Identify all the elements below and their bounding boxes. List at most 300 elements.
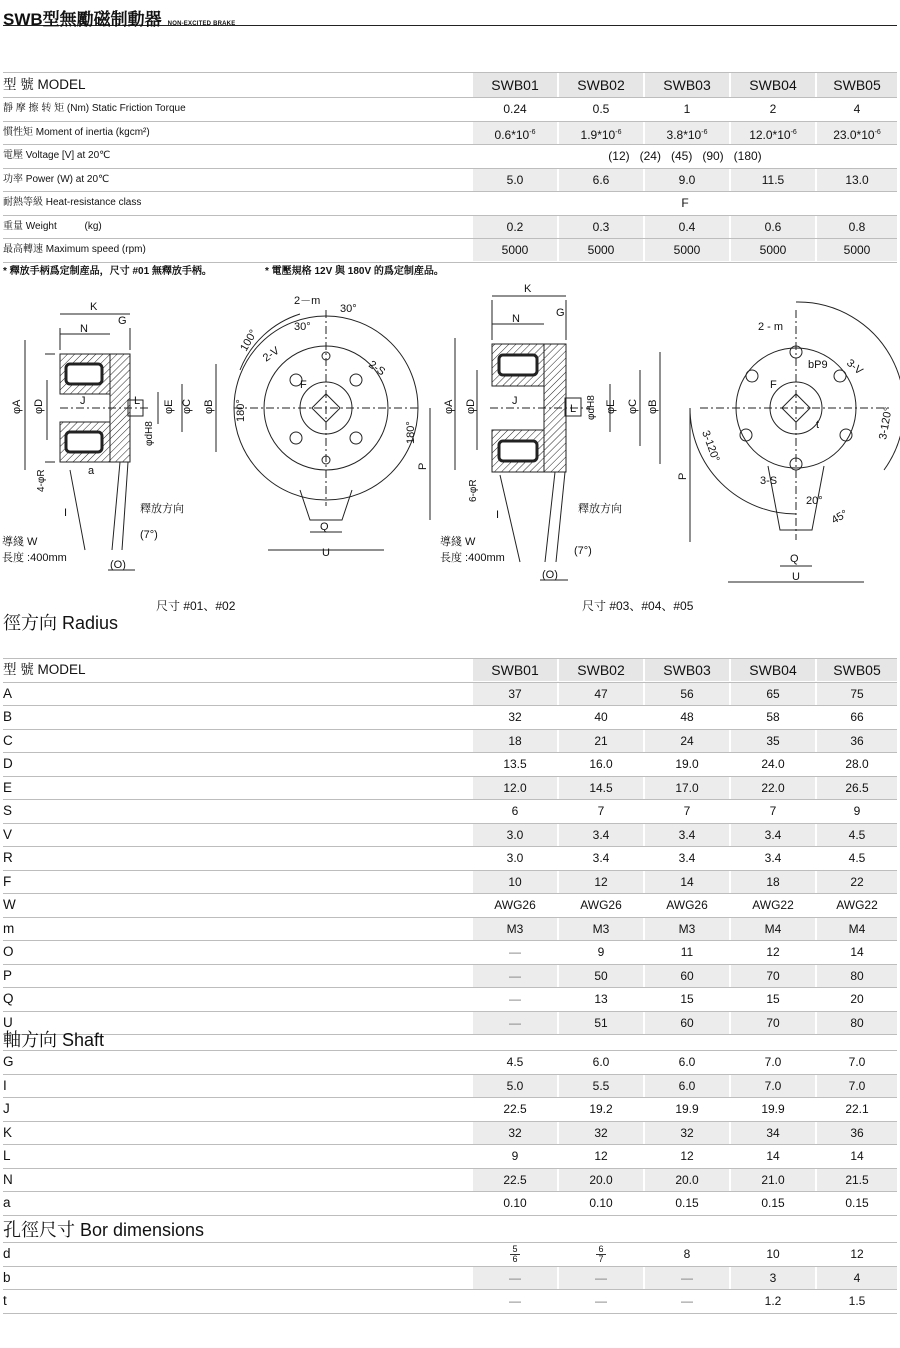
table-cell: 14 (645, 871, 729, 893)
table-row (3, 1122, 897, 1146)
label-N: N (80, 323, 88, 335)
table-cell: 4 (817, 1267, 897, 1289)
row-label: C (3, 732, 13, 748)
table-cell: 35 (731, 730, 815, 752)
table-cell: 5.0 (473, 1075, 557, 1097)
table-cell: 60 (645, 965, 729, 987)
spec-label: 靜 摩 擦 转 矩 (Nm) Static Friction Torque (3, 103, 186, 114)
note-release-handle: * 釋放手柄爲定制産品，尺寸 #01 無釋放手柄。 (3, 266, 212, 277)
table-cell: 12 (594, 1149, 608, 1163)
table-row (3, 1169, 897, 1193)
table-cell: 3.4 (731, 824, 815, 846)
table-cell: — (473, 965, 557, 987)
table-cell: 15 (766, 992, 780, 1006)
table-cell: 6.0 (592, 1055, 610, 1069)
label-phidH8: φdH8 (144, 421, 155, 446)
table-cell: 80 (817, 965, 897, 987)
spec-row-voltage (3, 145, 897, 169)
bore-d-value: $\frac{6}{7}$ (598, 1244, 604, 1265)
spec-value: 0.5 (592, 102, 610, 116)
table-row (3, 800, 897, 824)
spec-value: 0.4 (645, 216, 729, 238)
bore-d-value: $\frac{5}{6}$ (512, 1244, 518, 1265)
spec-value: $23.0*10^{-6}$ (817, 122, 897, 144)
row-label: A (3, 685, 13, 701)
table-cell: 21 (559, 730, 643, 752)
table-cell: 9 (853, 804, 861, 818)
table-cell: — (473, 1267, 557, 1289)
spec-value: 13.0 (817, 169, 897, 191)
bore-d-value: 8 (683, 1247, 691, 1261)
label-t: t (816, 419, 820, 431)
table-cell: 32 (645, 1122, 729, 1144)
table-cell: 0.10 (589, 1196, 613, 1210)
table-cell: AWG26 (494, 898, 536, 912)
table-row (3, 871, 897, 895)
label-length-2: 長度 :400mm (440, 552, 505, 564)
table-cell: 24 (645, 730, 729, 752)
table-cell: — (559, 1267, 643, 1289)
model-name: SWB02 (559, 73, 643, 97)
table-cell: 9 (597, 945, 605, 959)
model-name: SWB05 (817, 73, 897, 97)
spec-value: 0.6 (731, 216, 815, 238)
table-cell: 20.0 (559, 1169, 643, 1191)
table-cell: 20 (850, 992, 864, 1006)
spec-row-power (3, 169, 897, 193)
table-cell: 3.4 (764, 851, 782, 865)
note-voltage: * 電壓規格 12V 與 180V 的爲定制産品。 (265, 266, 444, 277)
label-45: 45° (829, 507, 850, 527)
voltage-values: (12) (24) (45) (90) (180) (608, 149, 762, 163)
label-100: 100° (238, 327, 260, 354)
table-row (3, 1145, 897, 1169)
label-G: G (118, 315, 127, 327)
model-name: SWB03 (645, 659, 729, 681)
table-cell: 40 (594, 710, 608, 724)
table-cell: 12 (680, 1149, 694, 1163)
label-phiE-2: φE (605, 399, 617, 414)
table-cell: 56 (645, 683, 729, 705)
table-cell: 1.2 (764, 1294, 782, 1308)
table-cell: 22.5 (473, 1169, 557, 1191)
page-header (3, 5, 897, 29)
spec-row-heat-class (3, 192, 897, 216)
table-cell: 32 (559, 1122, 643, 1144)
label-angle7-2: (7°) (574, 545, 592, 557)
spec-value: 0.3 (559, 216, 643, 238)
table-cell: 10 (473, 871, 557, 893)
row-label: N (3, 1171, 13, 1187)
table-row (3, 988, 897, 1012)
spec-label: 慣性矩 Moment of inertia (kgcm²) (3, 126, 150, 138)
table-cell: 13.5 (503, 757, 527, 771)
table-cell: 12.0 (473, 777, 557, 799)
label-length: 長度 :400mm (2, 552, 67, 564)
table-row (3, 683, 897, 707)
table-cell: 3.4 (592, 851, 610, 865)
row-label: K (3, 1124, 13, 1140)
row-label: D (3, 756, 13, 771)
table-cell: 51 (559, 1012, 643, 1034)
table-cell: 0.15 (675, 1196, 699, 1210)
table-cell: 47 (559, 683, 643, 705)
model-name: SWB04 (731, 73, 815, 97)
label-angle7: (7°) (140, 529, 158, 541)
table-row (3, 824, 897, 848)
label-J: J (80, 395, 86, 407)
label-3-120-right: 3-120° (877, 406, 895, 441)
spec-value: $3.8*10^{-6}$ (645, 122, 729, 144)
table-cell: 22.5 (503, 1102, 527, 1116)
row-label: b (3, 1269, 11, 1285)
table-row (3, 1192, 897, 1216)
radius-header-row (3, 658, 897, 683)
label-G-2: G (556, 307, 565, 319)
front-view-large (690, 302, 900, 582)
spec-value: 5000 (473, 239, 557, 261)
spec-value: 11.5 (731, 169, 815, 191)
table-cell: 4.5 (848, 851, 866, 865)
label-phiC: φC (181, 398, 193, 414)
table-cell: — (595, 1294, 607, 1308)
row-label: E (3, 779, 13, 795)
spec-row-weight (3, 216, 897, 240)
label-F-2: F (770, 379, 777, 391)
label-I-2: I (496, 509, 500, 521)
table-cell: 14.5 (559, 777, 643, 799)
spec-label: 功率 Power (W) at 20℃ (3, 173, 110, 185)
label-phiA: φA (11, 399, 23, 414)
model-name: SWB03 (645, 73, 729, 97)
table-cell: 13 (594, 992, 608, 1006)
table-cell: 3.4 (678, 851, 696, 865)
label-phiD: φD (33, 398, 45, 414)
label-J-2: J (512, 395, 518, 407)
table-row (3, 1098, 897, 1122)
table-cell: 37 (473, 683, 557, 705)
spec-value: 1 (683, 102, 691, 116)
table-cell: 16.0 (589, 757, 613, 771)
model-label: 型 號 MODEL (3, 662, 86, 677)
table-cell: 7 (597, 804, 605, 818)
table-cell: 1.5 (848, 1294, 866, 1308)
row-label: t (3, 1293, 7, 1308)
caption-size-large: 尺寸 #03、#04、#05 (582, 599, 694, 613)
row-label: W (3, 897, 16, 912)
spec-value: 0.2 (473, 216, 557, 238)
heat-class-value: F (681, 196, 689, 210)
bore-d-value: 12 (850, 1247, 864, 1261)
table-cell: 0.15 (845, 1196, 869, 1210)
spec-value: $1.9*10^{-6}$ (559, 122, 643, 144)
table-row (3, 730, 897, 754)
row-label: L (3, 1148, 11, 1163)
side-view-small (25, 314, 216, 570)
table-cell: AWG26 (580, 898, 622, 912)
spec-value: $0.6*10^{-6}$ (473, 122, 557, 144)
spec-value: 5000 (817, 239, 897, 261)
spec-label: 最高轉速 Maximum speed (rpm) (3, 244, 146, 255)
table-cell: 65 (731, 683, 815, 705)
table-cell: 7 (769, 804, 777, 818)
table-cell: 9 (511, 1149, 519, 1163)
table-cell: 28.0 (845, 757, 869, 771)
label-30-top: 30° (340, 303, 357, 315)
table-cell: M4 (731, 918, 815, 940)
label-F: F (300, 379, 307, 391)
table-row (3, 706, 897, 730)
label-K: K (90, 301, 98, 313)
spec-value: 4 (853, 102, 861, 116)
label-K-2: K (524, 283, 532, 295)
table-row (3, 1290, 897, 1314)
table-cell: 24.0 (761, 757, 785, 771)
spec-value: 5000 (645, 239, 729, 261)
table-cell: 22.0 (731, 777, 815, 799)
table-cell: 6 (511, 804, 519, 818)
bore-table (3, 1242, 897, 1314)
table-cell: 32 (473, 1122, 557, 1144)
page-subtitle: NON-EXCITED BRAKE (167, 21, 236, 27)
spec-value: 5.0 (473, 169, 557, 191)
table-cell: 21.0 (731, 1169, 815, 1191)
label-3-120-left: 3-120° (699, 428, 722, 464)
table-cell: 34 (731, 1122, 815, 1144)
radius-table (3, 658, 897, 1035)
spec-row-inertia (3, 122, 897, 146)
model-name: SWB01 (473, 73, 557, 97)
front-view-small (234, 310, 430, 550)
table-row (3, 1012, 897, 1036)
label-Q-2: Q (790, 553, 799, 565)
label-180-left: 180° (235, 399, 247, 422)
label-R4: 4-φR (36, 469, 47, 492)
table-cell: 15 (680, 992, 694, 1006)
table-cell: 18 (731, 871, 815, 893)
model-label: 型 號 MODEL (3, 77, 86, 92)
table-cell: 22.1 (845, 1102, 869, 1116)
table-cell: 14 (766, 1149, 780, 1163)
label-I: I (64, 507, 68, 519)
label-phidH8-2: φdH8 (586, 395, 597, 420)
table-cell: 3.0 (473, 824, 557, 846)
table-cell: 19.2 (589, 1102, 613, 1116)
label-N-2: N (512, 313, 520, 325)
table-cell: M3 (473, 918, 557, 940)
technical-drawing (0, 280, 900, 615)
row-label: U (3, 1014, 13, 1030)
table-cell: AWG22 (836, 898, 878, 912)
table-cell: 26.5 (817, 777, 897, 799)
table-cell: 12 (766, 945, 780, 959)
model-name: SWB01 (473, 659, 557, 681)
table-cell: 80 (817, 1012, 897, 1034)
table-cell: M3 (559, 918, 643, 940)
label-bP9: bP9 (808, 359, 828, 371)
label-R6: 6-φR (468, 479, 479, 502)
row-label: G (3, 1054, 14, 1069)
spec-table (3, 72, 897, 263)
table-cell: 36 (817, 730, 897, 752)
row-label: Q (3, 991, 14, 1006)
spec-value: 6.6 (559, 169, 643, 191)
table-row (3, 753, 897, 777)
shaft-table (3, 1050, 897, 1216)
row-label: P (3, 967, 13, 983)
label-2m-2: 2 - m (758, 321, 784, 333)
table-row (3, 777, 897, 801)
table-cell: 17.0 (645, 777, 729, 799)
table-row (3, 847, 897, 871)
label-30-inner: 30° (294, 321, 311, 333)
table-cell: M3 (645, 918, 729, 940)
table-row (3, 1267, 897, 1291)
table-cell: — (509, 945, 521, 959)
table-cell: 7 (683, 804, 691, 818)
table-cell: 11 (680, 945, 694, 959)
table-cell: 70 (731, 965, 815, 987)
label-Q: Q (320, 521, 329, 533)
table-cell: 70 (731, 1012, 815, 1034)
label-U: U (322, 547, 330, 559)
row-label: F (3, 873, 12, 889)
table-cell: — (645, 1267, 729, 1289)
label-L: L (134, 395, 141, 407)
spec-label: 電壓 Voltage [V] at 20℃ (3, 150, 111, 161)
table-cell: AWG22 (752, 898, 794, 912)
spec-value: 5000 (731, 239, 815, 261)
label-20: 20° (806, 495, 823, 507)
row-label: J (3, 1101, 10, 1116)
section-title-radius: 徑方向 Radius (3, 613, 119, 633)
spec-label: 耐熱等級 Heat-resistance class (3, 197, 142, 208)
bore-d-value: 10 (766, 1247, 780, 1261)
table-cell: 19.9 (675, 1102, 699, 1116)
table-row (3, 918, 897, 942)
table-cell: 3 (731, 1267, 815, 1289)
model-name: SWB05 (817, 659, 897, 681)
label-O: (O) (110, 559, 126, 571)
label-3S: 3-S (760, 475, 778, 487)
label-wire-2: 導綫 W (440, 536, 476, 548)
table-cell: 21.5 (817, 1169, 897, 1191)
row-label: I (3, 1077, 7, 1093)
table-cell: 32 (508, 710, 522, 724)
side-view-large (455, 296, 660, 580)
table-cell: — (509, 1294, 521, 1308)
table-row (3, 1050, 897, 1075)
model-name: SWB04 (731, 659, 815, 681)
row-label: R (3, 850, 13, 865)
table-cell: 3.0 (506, 851, 524, 865)
table-cell: 7.0 (848, 1055, 866, 1069)
table-cell: AWG26 (666, 898, 708, 912)
table-cell: 0.15 (761, 1196, 785, 1210)
section-title-bore: 孔徑尺寸 Bor dimensions (3, 1220, 205, 1240)
label-release: 釋放方向 (140, 503, 184, 515)
table-cell: 5.5 (559, 1075, 643, 1097)
table-cell: 7.0 (731, 1075, 815, 1097)
table-cell: 3.4 (559, 824, 643, 846)
caption-size-small: 尺寸 #01、#02 (156, 599, 236, 613)
label-L-2: L (570, 403, 577, 415)
table-cell: 4.5 (817, 824, 897, 846)
label-phiB: φB (203, 399, 215, 414)
row-label: S (3, 803, 13, 818)
spec-label: 重量 Weight (kg) (3, 220, 102, 232)
row-label: O (3, 944, 14, 959)
spec-header-row (3, 72, 897, 98)
spec-value: 0.24 (503, 102, 527, 116)
spec-value: $12.0*10^{-6}$ (731, 122, 815, 144)
table-cell: 60 (645, 1012, 729, 1034)
page-title: SWB型無勵磁制動器 (3, 10, 162, 29)
table-cell: 20.0 (645, 1169, 729, 1191)
label-phiA-2: φA (443, 399, 455, 414)
table-cell: 14 (850, 1149, 864, 1163)
row-label: d (3, 1246, 11, 1261)
table-row (3, 894, 897, 918)
spec-row-torque (3, 98, 897, 122)
table-row (3, 965, 897, 989)
label-wire: 導綫 W (2, 536, 38, 548)
label-release-2: 釋放方向 (578, 503, 622, 515)
table-cell: 18 (473, 730, 557, 752)
table-cell: — (509, 992, 521, 1006)
label-2V: 2-V (260, 344, 282, 365)
label-phiC-2: φC (627, 398, 639, 414)
table-cell: 7.0 (764, 1055, 782, 1069)
table-cell: 14 (850, 945, 864, 959)
spec-value: 9.0 (645, 169, 729, 191)
label-phiE: φE (163, 399, 175, 414)
spec-value: 5000 (559, 239, 643, 261)
table-cell: 19.9 (761, 1102, 785, 1116)
table-cell: 3.4 (645, 824, 729, 846)
label-2m: 2－m (294, 295, 321, 307)
spec-value: 0.8 (817, 216, 897, 238)
table-cell: 36 (817, 1122, 897, 1144)
label-phiD-2: φD (465, 398, 477, 414)
section-title-shaft: 軸方向 Shaft (3, 1030, 105, 1050)
label-phiB-2: φB (647, 399, 659, 414)
table-cell: 0.10 (503, 1196, 527, 1210)
row-label: B (3, 709, 13, 724)
table-cell: 50 (559, 965, 643, 987)
table-cell: 75 (817, 683, 897, 705)
label-a: a (88, 465, 95, 477)
label-P: P (417, 462, 429, 470)
table-cell: 6.0 (678, 1055, 696, 1069)
model-name: SWB02 (559, 659, 643, 681)
table-cell: 4.5 (506, 1055, 524, 1069)
spec-row-max-speed (3, 239, 897, 263)
table-cell: 6.0 (645, 1075, 729, 1097)
table-cell: 7.0 (817, 1075, 897, 1097)
table-cell: 48 (680, 710, 694, 724)
table-cell: 19.0 (675, 757, 699, 771)
label-P-2: P (677, 472, 689, 480)
label-2S: 2-S (366, 358, 388, 379)
spec-value: 2 (769, 102, 777, 116)
label-O-2: (O) (542, 569, 558, 581)
table-cell: 22 (817, 871, 897, 893)
label-U-2: U (792, 571, 800, 583)
table-cell: M4 (817, 918, 897, 940)
table-cell: 12 (559, 871, 643, 893)
label-180-right: 180° (405, 421, 417, 444)
